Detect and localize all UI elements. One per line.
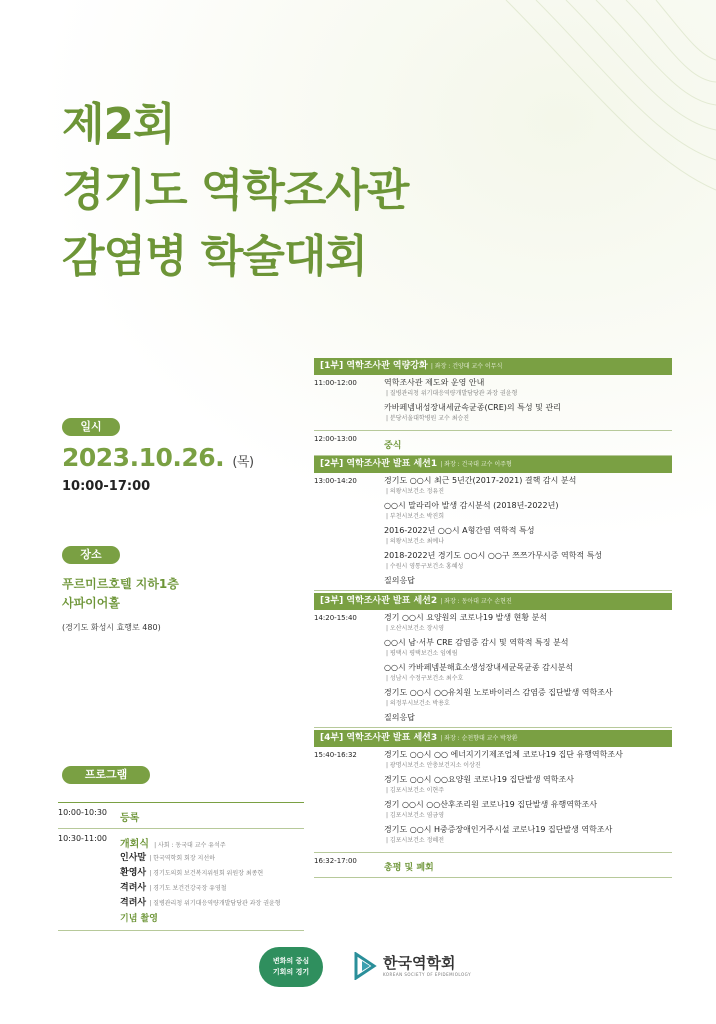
page-title: [62, 92, 408, 290]
photo-session: 기념 촬영: [120, 914, 158, 924]
lunch-row: [314, 431, 672, 456]
talk-speaker: | 의정부시보건소 박용호: [386, 700, 450, 707]
talk-title: 경기도 ○○시 최근 5년간(2017-2021) 결핵 감시 분석: [384, 476, 577, 485]
talk-title: 경기도 ○○시 ○○요양원 코로나19 집단발생 역학조사: [384, 775, 574, 784]
session-time: 11:00-12:00: [314, 379, 357, 387]
day-of-week: (목): [232, 455, 254, 470]
talk-title: 경기 ○○시 ○○산후조리원 코로나19 집단발생 유행역학조사: [384, 800, 598, 809]
speaker-role: 환영사: [120, 868, 147, 878]
right-program-table: [314, 358, 672, 878]
talk-speaker: | 질병관리청 위기대응역량개발담당관 과장 권윤형: [386, 390, 518, 397]
kse-english-name: KOREAN SOCIETY OF EPIDEMIOLOGY: [383, 972, 472, 977]
speaker-person: | 경기도 보건건강국장 유영철: [149, 885, 227, 892]
registration-row: [58, 803, 304, 829]
event-date: [62, 443, 254, 472]
venue-address: (경기도 화성시 효행로 480): [62, 623, 161, 632]
speaker-row: [120, 851, 304, 866]
gyeonggi-logo: [259, 947, 323, 987]
talk-title: 경기 ○○시 요양원의 코로나19 발생 현황 분석: [384, 613, 548, 622]
speaker-role: 격려사: [120, 898, 147, 908]
kse-emblem-icon: [352, 952, 378, 980]
closing-label: 총평 및 폐회: [384, 863, 434, 873]
talk-title: 2018-2022년 경기도 ○○시 ○○구 쯔쯔가무시증 역학적 특성: [384, 551, 603, 560]
talk-speaker: | 김포시보건소 염금영: [386, 812, 445, 819]
left-program-table: [58, 802, 304, 931]
opening-time: 10:30-11:00: [58, 834, 107, 843]
section-title: [2부] 역학조사관 발표 세션1: [320, 459, 438, 469]
decorative-curves: [386, 0, 716, 330]
kse-name: 한국역학회: [383, 954, 456, 972]
venue-label-badge: 장소: [62, 546, 120, 564]
session-time: 15:40-16:32: [314, 751, 357, 759]
talk-title: 경기도 ○○시 ○○유치원 노로바이러스 감염증 집단발생 역학조사: [384, 688, 613, 697]
section-title: [1부] 역학조사관 역량강화: [320, 361, 428, 371]
talk-title: ○○시 말라리아 발생 감시분석 (2018년-2022년): [384, 501, 559, 510]
talk-speaker: | 분당서울대학병원 교수 최승진: [386, 415, 470, 422]
lunch-label: 중식: [384, 441, 402, 451]
speaker-person: | 한국역학회 회장 지선하: [149, 855, 215, 862]
speaker-row: [120, 866, 304, 881]
date-value: 2023.10.26.: [62, 443, 225, 472]
closing-row: [314, 853, 672, 878]
session-row: [314, 610, 672, 728]
section-chair: | 좌장 : 동아대 교수 손현진: [440, 598, 512, 605]
kse-logo: [352, 952, 471, 980]
talk-speaker: | 부천시보건소 박진희: [386, 513, 445, 520]
qa-label: 질의응답: [384, 713, 415, 722]
talk-title: 경기도 ○○시 ○○ 에너지기기제조업체 코로나19 집단 유행역학조사: [384, 750, 623, 759]
date-label-badge: 일시: [62, 418, 120, 436]
talk-speaker: | 의왕시보건소 최예나: [386, 538, 445, 545]
talk-speaker: | 김포시보건소 이현주: [386, 787, 445, 794]
session-time: 14:20-15:40: [314, 614, 357, 622]
opening-ceremony-row: [58, 829, 304, 931]
title-line-3: 감염병 학술대회: [62, 231, 367, 282]
talk-title: 카바페넴내성장내세균속균종(CRE)의 특성 및 관리: [384, 403, 561, 412]
lunch-time: 12:00-13:00: [314, 435, 357, 443]
talk-speaker: | 평택시 평택보건소 임예림: [386, 650, 458, 657]
section-3-header: [314, 593, 672, 610]
opening-label: 개회식: [120, 839, 149, 850]
title-line-1: 제2회: [62, 99, 175, 150]
closing-time: 16:32-17:00: [314, 857, 357, 865]
speaker-person: | 경기도의회 보건복지위원회 위원장 최종현: [149, 870, 264, 877]
opening-chair: | 사회 : 동국대 교수 유석주: [154, 842, 226, 849]
registration-time: 10:00-10:30: [58, 808, 107, 817]
section-1-header: [314, 358, 672, 375]
section-title: [4부] 역학조사관 발표 세션3: [320, 733, 438, 743]
section-2-header: [314, 456, 672, 473]
session-row: [314, 473, 672, 591]
talk-speaker: | 오산시보건소 장시영: [386, 625, 445, 632]
section-title: [3부] 역학조사관 발표 세션2: [320, 596, 438, 606]
talk-title: 경기도 ○○시 H중증장애인거주시설 코로나19 집단발생 역학조사: [384, 825, 613, 834]
section-chair: | 좌장 : 건국대 교수 이주형: [440, 461, 512, 468]
section-4-header: [314, 730, 672, 747]
talk-speaker: | 성남시 수정구보건소 최수호: [386, 675, 464, 682]
venue-name: [62, 575, 179, 613]
registration-label: 등록: [120, 813, 140, 824]
speaker-role: 격려사: [120, 883, 147, 893]
talk-title: 2016-2022년 ○○시 A형간염 역학적 특성: [384, 526, 535, 535]
qa-label: 질의응답: [384, 576, 415, 585]
talk-speaker: | 광명시보건소 안충보건지소 이상진: [386, 762, 481, 769]
title-line-2: 경기도 역학조사관: [62, 165, 409, 216]
event-time: 10:00-17:00: [62, 479, 151, 494]
session-row: [314, 375, 672, 431]
session-time: 13:00-14:20: [314, 477, 357, 485]
speaker-person: | 질병관리청 위기대응역량개발담당관 과장 권윤형: [149, 900, 281, 907]
talk-speaker: | 수원시 영통구보건소 홍혜성: [386, 563, 464, 570]
speaker-role: 인사말: [120, 853, 147, 863]
speaker-row: [120, 881, 304, 896]
talk-title: ○○시 카바페넴분해효소생성장내세균목균종 감시분석: [384, 663, 574, 672]
talk-speaker: | 의왕시보건소 정유진: [386, 488, 445, 495]
section-chair: | 좌장 : 순천향대 교수 박창환: [440, 735, 518, 742]
venue-line-1: 푸르미르호텔 지하1층: [62, 577, 179, 591]
talk-speaker: | 김포시보건소 정혜전: [386, 837, 445, 844]
session-row: [314, 747, 672, 853]
section-chair: | 좌장 : 건양대 교수 이무식: [430, 363, 503, 370]
speaker-row: [120, 896, 304, 911]
program-label-badge: 프로그램: [62, 766, 150, 784]
talk-title: 역학조사관 제도와 운영 안내: [384, 378, 485, 387]
talk-title: ○○시 남·서부 CRE 감염증 감시 및 역학적 특징 분석: [384, 638, 569, 647]
gyeonggi-slogan-2: 기회의 경기: [272, 968, 310, 976]
gyeonggi-slogan-1: 변화의 중심: [272, 957, 310, 965]
venue-line-2: 사파이어홀: [62, 596, 120, 610]
